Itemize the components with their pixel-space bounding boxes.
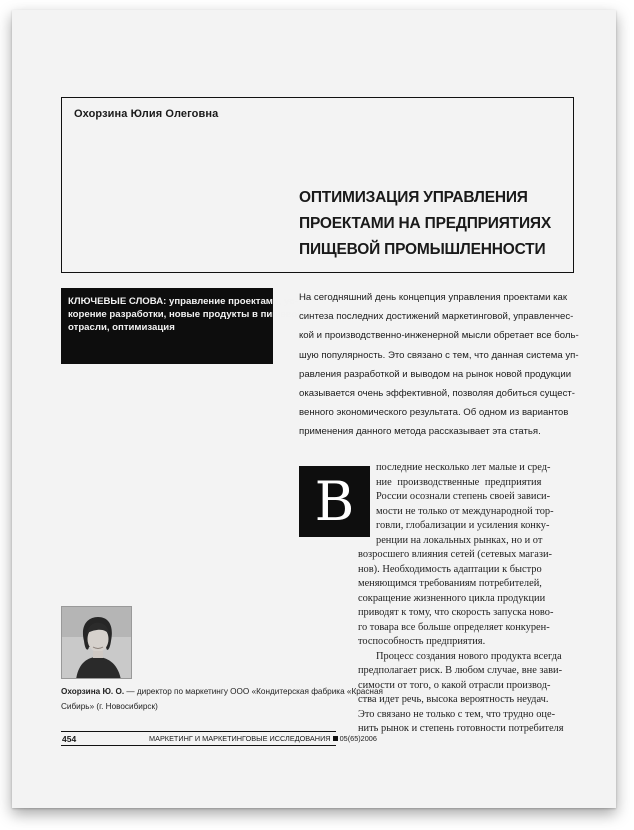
lead-line: синтеза последних достижений маркетинговой, управленчес- bbox=[299, 311, 574, 323]
body-line: нов). Необходимость адаптации к быстро bbox=[358, 563, 542, 575]
lead-line: венного экономического результата. Об одном из вариантов bbox=[299, 407, 569, 419]
keywords-line: КЛЮЧЕВЫЕ СЛОВА: управление проектами, ус- bbox=[68, 296, 298, 307]
keywords-line: корение разработки, новые продукты в пищевой bbox=[68, 309, 304, 320]
body-line: мости не только от международной тор- bbox=[376, 505, 554, 517]
body-line: сокращение жизненного цикла продукции bbox=[358, 592, 546, 604]
body-line: говли, глобализации и усиления конку- bbox=[376, 520, 550, 531]
body-line: симости от того, о какой отрасли производ- bbox=[358, 679, 551, 691]
body-line: ние производственные предприятия bbox=[376, 476, 542, 488]
lead-paragraph bbox=[299, 288, 579, 442]
drop-cap: В bbox=[299, 466, 370, 537]
footer-rule-bottom bbox=[61, 745, 336, 746]
author-header: Охорзина Юлия Олеговна bbox=[74, 108, 219, 120]
lead-line: применения данного метода рассказывает эта статья. bbox=[299, 426, 541, 438]
body-line: предполагает риск. В любом случае, вне зави- bbox=[358, 665, 563, 676]
page-number: 454 bbox=[62, 734, 77, 744]
caption-line: Сибирь» (г. Новосибирск) bbox=[61, 702, 158, 711]
body-line: Процесс создания нового продукта всегда bbox=[376, 650, 562, 662]
body-line: возросшего влияния сетей (сетевых магази- bbox=[358, 549, 553, 560]
body-line: ренции на локальных рынках, но и от bbox=[376, 534, 543, 546]
caption-author-name: Охорзина Ю. О. bbox=[61, 687, 125, 696]
lead-line: оказывается очень эффективной, позволяя добиться сущест- bbox=[299, 388, 575, 400]
body-line: тоспособность предприятия. bbox=[358, 636, 486, 647]
title-line: ПРОЕКТАМИ НА ПРЕДПРИЯТИЯХ bbox=[299, 215, 551, 232]
body-line: России осознали степень своей зависи- bbox=[376, 491, 551, 502]
lead-line: шую популярность. Это связано с тем, что данная система уп- bbox=[299, 349, 579, 361]
footer-rule-top bbox=[61, 731, 336, 732]
journal-footer bbox=[149, 734, 377, 743]
body-line: последние несколько лет малые и сред- bbox=[376, 462, 551, 473]
body-line: Это связано не только с тем, что трудно оце- bbox=[358, 708, 556, 720]
body-line: приводят к тому, что скорость запуска ново- bbox=[358, 607, 554, 618]
keywords-box bbox=[61, 288, 304, 364]
keywords-line: отрасли, оптимизация bbox=[68, 322, 175, 333]
body-line: ства идет речь, высока вероятность неудач. bbox=[358, 694, 549, 705]
body-line: го товара все больше определяет конкурен- bbox=[358, 621, 550, 633]
caption-line bbox=[61, 684, 383, 699]
body-text bbox=[358, 461, 574, 737]
body-line: нить рынок и степень готовности потребителя bbox=[358, 723, 564, 734]
lead-line: равления разработкой и выводом на рынок новой продукции bbox=[299, 368, 572, 380]
journal-issue: 05(65)2006 bbox=[339, 734, 377, 743]
journal-name: МАРКЕТИНГ И МАРКЕТИНГОВЫЕ ИССЛЕДОВАНИЯ bbox=[149, 734, 331, 743]
body-line: меняющимся требованиям потребителей, bbox=[358, 578, 542, 589]
lead-line: На сегодняшний день концепция управления проектами как bbox=[299, 292, 568, 303]
caption-role: — директор по маркетингу ООО «Кондитерская фабрика «Красная bbox=[124, 687, 383, 696]
author-caption bbox=[61, 684, 383, 714]
title-line: ОПТИМИЗАЦИЯ УПРАВЛЕНИЯ bbox=[299, 189, 528, 206]
author-photo bbox=[61, 606, 132, 679]
article-title bbox=[299, 185, 569, 263]
square-bullet-icon bbox=[333, 736, 338, 741]
lead-line: кой и производственно-инженерной мысли обретает все боль- bbox=[299, 330, 579, 342]
title-line: ПИЩЕВОЙ ПРОМЫШЛЕННОСТИ bbox=[299, 241, 546, 258]
